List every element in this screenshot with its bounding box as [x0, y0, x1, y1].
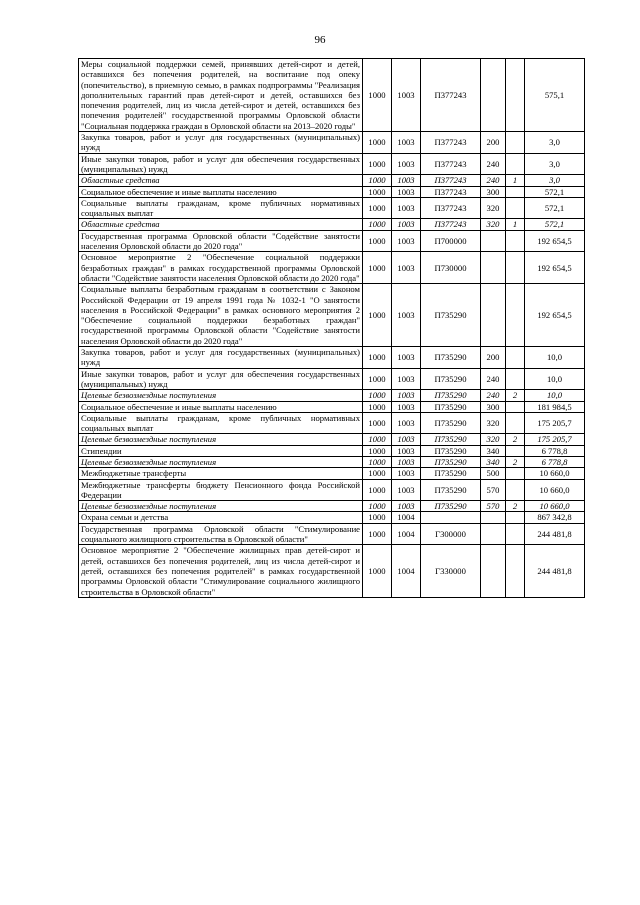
- row-amount-cell: 175 205,7: [525, 434, 585, 445]
- row-name-cell: Социальные выплаты гражданам, кроме публичных нормативных социальных выплат: [79, 197, 363, 219]
- row-source-cell: [506, 445, 525, 456]
- table-row: [79, 468, 585, 479]
- row-name-cell: Государственная программа Орловской области "Стимулирование социального жилищного строительства в Орловской области": [79, 523, 363, 545]
- row-subsection-cell: 1003: [392, 284, 421, 347]
- row-subsection-cell: 1003: [392, 445, 421, 456]
- row-source-cell: [506, 132, 525, 154]
- row-expense-type-cell: 500: [481, 468, 506, 479]
- row-subsection-cell: 1004: [392, 545, 421, 597]
- row-subsection-cell: 1003: [392, 401, 421, 412]
- row-name-cell: Областные средства: [79, 219, 363, 230]
- row-source-cell: [506, 545, 525, 597]
- row-name-cell: Меры социальной поддержки семей, принявших детей-сирот и детей, оставшихся без попечения родителей, на воспитание под опеку (попечительство), в приемную семью, в рамках подпрограммы "Реализация дополнительных гарантий прав детей-сирот и детей, оставшихся без попечения родителей, лиц из числа детей-сирот и детей, оставшихся без попечения родителей" государственной программы Орловской области "Социальная поддержка граждан в Орловской области на 2013–2020 годы": [79, 59, 363, 132]
- row-expense-type-cell: 320: [481, 434, 506, 445]
- row-expense-type-cell: 320: [481, 219, 506, 230]
- row-source-cell: 2: [506, 456, 525, 467]
- row-source-cell: [506, 401, 525, 412]
- row-expense-type-cell: 340: [481, 445, 506, 456]
- table-row: [79, 545, 585, 597]
- row-expense-type-cell: 240: [481, 153, 506, 175]
- row-name-cell: Основное мероприятие 2 "Обеспечение социальной поддержки безработных граждан" в рамках государственной программы Орловской области "Содействие занятости населения Орловской области до 2020 года": [79, 252, 363, 284]
- row-source-cell: 1: [506, 175, 525, 186]
- table-row: [79, 197, 585, 219]
- row-subsection-cell: 1003: [392, 186, 421, 197]
- row-source-cell: [506, 512, 525, 523]
- row-target-article-cell: П735290: [421, 501, 481, 512]
- row-amount-cell: 10 660,0: [525, 479, 585, 501]
- table-row: [79, 132, 585, 154]
- row-section-cell: 1000: [363, 479, 392, 501]
- row-name-cell: Межбюджетные трансферты: [79, 468, 363, 479]
- row-section-cell: 1000: [363, 219, 392, 230]
- row-target-article-cell: П735290: [421, 368, 481, 390]
- row-name-cell: Закупка товаров, работ и услуг для государственных (муниципальных) нужд: [79, 347, 363, 369]
- row-expense-type-cell: 300: [481, 401, 506, 412]
- row-subsection-cell: 1003: [392, 412, 421, 434]
- row-source-cell: 2: [506, 434, 525, 445]
- row-expense-type-cell: 200: [481, 132, 506, 154]
- row-amount-cell: 10 660,0: [525, 501, 585, 512]
- row-name-cell: Государственная программа Орловской области "Содействие занятости населения Орловской области до 2020 года": [79, 230, 363, 252]
- row-source-cell: [506, 368, 525, 390]
- row-expense-type-cell: [481, 59, 506, 132]
- row-subsection-cell: 1003: [392, 153, 421, 175]
- row-expense-type-cell: [481, 230, 506, 252]
- row-expense-type-cell: [481, 252, 506, 284]
- row-source-cell: 2: [506, 501, 525, 512]
- row-name-cell: Стипендии: [79, 445, 363, 456]
- table-row: [79, 368, 585, 390]
- row-expense-type-cell: 300: [481, 186, 506, 197]
- row-amount-cell: 192 654,5: [525, 284, 585, 347]
- row-section-cell: 1000: [363, 456, 392, 467]
- row-source-cell: [506, 230, 525, 252]
- row-expense-type-cell: 240: [481, 175, 506, 186]
- row-section-cell: 1000: [363, 347, 392, 369]
- row-target-article-cell: П735290: [421, 456, 481, 467]
- row-name-cell: Межбюджетные трансферты бюджету Пенсионного фонда Российской Федерации: [79, 479, 363, 501]
- row-section-cell: 1000: [363, 401, 392, 412]
- table-row: [79, 252, 585, 284]
- row-source-cell: [506, 186, 525, 197]
- row-expense-type-cell: [481, 512, 506, 523]
- row-subsection-cell: 1003: [392, 468, 421, 479]
- row-section-cell: 1000: [363, 284, 392, 347]
- page-number: 96: [314, 34, 326, 46]
- row-amount-cell: 10,0: [525, 390, 585, 401]
- row-amount-cell: 575,1: [525, 59, 585, 132]
- row-amount-cell: 192 654,5: [525, 230, 585, 252]
- table-row: [79, 445, 585, 456]
- table-row: [79, 479, 585, 501]
- row-section-cell: 1000: [363, 523, 392, 545]
- row-expense-type-cell: [481, 545, 506, 597]
- row-target-article-cell: Г300000: [421, 523, 481, 545]
- row-name-cell: Целевые безвозмездные поступления: [79, 434, 363, 445]
- row-target-article-cell: П377243: [421, 59, 481, 132]
- row-subsection-cell: 1004: [392, 523, 421, 545]
- row-name-cell: Иные закупки товаров, работ и услуг для обеспечения государственных (муниципальных) нужд: [79, 153, 363, 175]
- row-amount-cell: 6 778,8: [525, 445, 585, 456]
- row-target-article-cell: П377243: [421, 186, 481, 197]
- table-body: [79, 59, 585, 598]
- row-amount-cell: 572,1: [525, 219, 585, 230]
- row-section-cell: 1000: [363, 230, 392, 252]
- row-expense-type-cell: 200: [481, 347, 506, 369]
- row-amount-cell: 3,0: [525, 175, 585, 186]
- row-source-cell: [506, 412, 525, 434]
- row-subsection-cell: 1003: [392, 230, 421, 252]
- row-source-cell: [506, 347, 525, 369]
- row-section-cell: 1000: [363, 468, 392, 479]
- row-section-cell: 1000: [363, 132, 392, 154]
- row-amount-cell: 181 984,5: [525, 401, 585, 412]
- row-expense-type-cell: 240: [481, 368, 506, 390]
- row-amount-cell: 10,0: [525, 347, 585, 369]
- table-row: [79, 186, 585, 197]
- row-name-cell: Целевые безвозмездные поступления: [79, 456, 363, 467]
- row-name-cell: Целевые безвозмездные поступления: [79, 390, 363, 401]
- row-name-cell: Социальное обеспечение и иные выплаты населению: [79, 401, 363, 412]
- row-subsection-cell: 1004: [392, 512, 421, 523]
- table-row: [79, 456, 585, 467]
- row-subsection-cell: 1003: [392, 252, 421, 284]
- row-target-article-cell: П735290: [421, 412, 481, 434]
- row-amount-cell: 10,0: [525, 368, 585, 390]
- row-name-cell: Основное мероприятие 2 "Обеспечение жилищных прав детей-сирот и детей, оставшихся без попечения родителей, лиц из числа детей-сирот и детей, оставшихся без попечения родителей" в рамках государственной программы Орловской области "Стимулирование социального жилищного строительства в Орловской области": [79, 545, 363, 597]
- row-amount-cell: 572,1: [525, 186, 585, 197]
- row-target-article-cell: П735290: [421, 390, 481, 401]
- row-section-cell: 1000: [363, 512, 392, 523]
- row-amount-cell: 192 654,5: [525, 252, 585, 284]
- row-amount-cell: 3,0: [525, 132, 585, 154]
- row-section-cell: 1000: [363, 390, 392, 401]
- row-subsection-cell: 1003: [392, 434, 421, 445]
- row-amount-cell: 867 342,8: [525, 512, 585, 523]
- budget-table: [78, 58, 585, 598]
- row-source-cell: [506, 153, 525, 175]
- row-source-cell: [506, 284, 525, 347]
- row-section-cell: 1000: [363, 501, 392, 512]
- row-name-cell: Социальные выплаты гражданам, кроме публичных нормативных социальных выплат: [79, 412, 363, 434]
- row-source-cell: [506, 252, 525, 284]
- row-expense-type-cell: 570: [481, 479, 506, 501]
- row-section-cell: 1000: [363, 445, 392, 456]
- row-subsection-cell: 1003: [392, 219, 421, 230]
- row-target-article-cell: П700000: [421, 230, 481, 252]
- row-section-cell: 1000: [363, 368, 392, 390]
- row-subsection-cell: 1003: [392, 132, 421, 154]
- row-section-cell: 1000: [363, 412, 392, 434]
- row-amount-cell: 6 778,8: [525, 456, 585, 467]
- row-expense-type-cell: [481, 284, 506, 347]
- row-subsection-cell: 1003: [392, 456, 421, 467]
- row-section-cell: 1000: [363, 175, 392, 186]
- row-target-article-cell: П735290: [421, 479, 481, 501]
- table-row: [79, 230, 585, 252]
- row-section-cell: 1000: [363, 545, 392, 597]
- row-source-cell: [506, 197, 525, 219]
- row-target-article-cell: Г330000: [421, 545, 481, 597]
- row-target-article-cell: П377243: [421, 197, 481, 219]
- row-section-cell: 1000: [363, 252, 392, 284]
- row-name-cell: Иные закупки товаров, работ и услуг для обеспечения государственных (муниципальных) нужд: [79, 368, 363, 390]
- table-row: [79, 401, 585, 412]
- row-target-article-cell: П377243: [421, 132, 481, 154]
- row-amount-cell: 10 660,0: [525, 468, 585, 479]
- row-expense-type-cell: 240: [481, 390, 506, 401]
- table-row: [79, 219, 585, 230]
- row-subsection-cell: 1003: [392, 59, 421, 132]
- table-row: [79, 512, 585, 523]
- row-expense-type-cell: 340: [481, 456, 506, 467]
- row-name-cell: Областные средства: [79, 175, 363, 186]
- row-name-cell: Закупка товаров, работ и услуг для государственных (муниципальных) нужд: [79, 132, 363, 154]
- row-source-cell: 1: [506, 219, 525, 230]
- row-expense-type-cell: [481, 523, 506, 545]
- row-target-article-cell: П735290: [421, 468, 481, 479]
- table-row: [79, 390, 585, 401]
- row-target-article-cell: П377243: [421, 219, 481, 230]
- row-target-article-cell: [421, 512, 481, 523]
- row-section-cell: 1000: [363, 434, 392, 445]
- table-row: [79, 175, 585, 186]
- row-source-cell: [506, 468, 525, 479]
- table-row: [79, 284, 585, 347]
- row-subsection-cell: 1003: [392, 347, 421, 369]
- row-target-article-cell: П735290: [421, 434, 481, 445]
- row-expense-type-cell: 320: [481, 197, 506, 219]
- row-target-article-cell: П377243: [421, 153, 481, 175]
- row-subsection-cell: 1003: [392, 390, 421, 401]
- row-name-cell: Охрана семьи и детства: [79, 512, 363, 523]
- row-amount-cell: 3,0: [525, 153, 585, 175]
- row-name-cell: Социальные выплаты безработным гражданам в соответствии с Законом Российской Федерации от 19 апреля 1991 года № 1032-1 "О занятости населения в Российской Федерации" в рамках основного мероприятия 2 "Обеспечение социальной поддержки безработных граждан" государственной программы Орловской области "Содействие занятости населения Орловской области до 2020 года": [79, 284, 363, 347]
- table-row: [79, 523, 585, 545]
- row-subsection-cell: 1003: [392, 197, 421, 219]
- table-row: [79, 412, 585, 434]
- row-target-article-cell: П735290: [421, 401, 481, 412]
- row-source-cell: [506, 523, 525, 545]
- row-target-article-cell: П735290: [421, 445, 481, 456]
- row-expense-type-cell: 320: [481, 412, 506, 434]
- row-subsection-cell: 1003: [392, 479, 421, 501]
- table-row: [79, 347, 585, 369]
- row-name-cell: Социальное обеспечение и иные выплаты населению: [79, 186, 363, 197]
- row-target-article-cell: П377243: [421, 175, 481, 186]
- table-row: [79, 434, 585, 445]
- row-target-article-cell: П730000: [421, 252, 481, 284]
- row-subsection-cell: 1003: [392, 501, 421, 512]
- table-row: [79, 501, 585, 512]
- row-amount-cell: 244 481,8: [525, 523, 585, 545]
- row-target-article-cell: П735290: [421, 347, 481, 369]
- row-section-cell: 1000: [363, 153, 392, 175]
- row-target-article-cell: П735290: [421, 284, 481, 347]
- row-section-cell: 1000: [363, 186, 392, 197]
- row-amount-cell: 175 205,7: [525, 412, 585, 434]
- row-source-cell: [506, 479, 525, 501]
- row-expense-type-cell: 570: [481, 501, 506, 512]
- row-amount-cell: 244 481,8: [525, 545, 585, 597]
- row-amount-cell: 572,1: [525, 197, 585, 219]
- row-subsection-cell: 1003: [392, 175, 421, 186]
- row-source-cell: 2: [506, 390, 525, 401]
- row-section-cell: 1000: [363, 59, 392, 132]
- table-row: [79, 153, 585, 175]
- table-row: [79, 59, 585, 132]
- row-section-cell: 1000: [363, 197, 392, 219]
- row-source-cell: [506, 59, 525, 132]
- row-subsection-cell: 1003: [392, 368, 421, 390]
- row-name-cell: Целевые безвозмездные поступления: [79, 501, 363, 512]
